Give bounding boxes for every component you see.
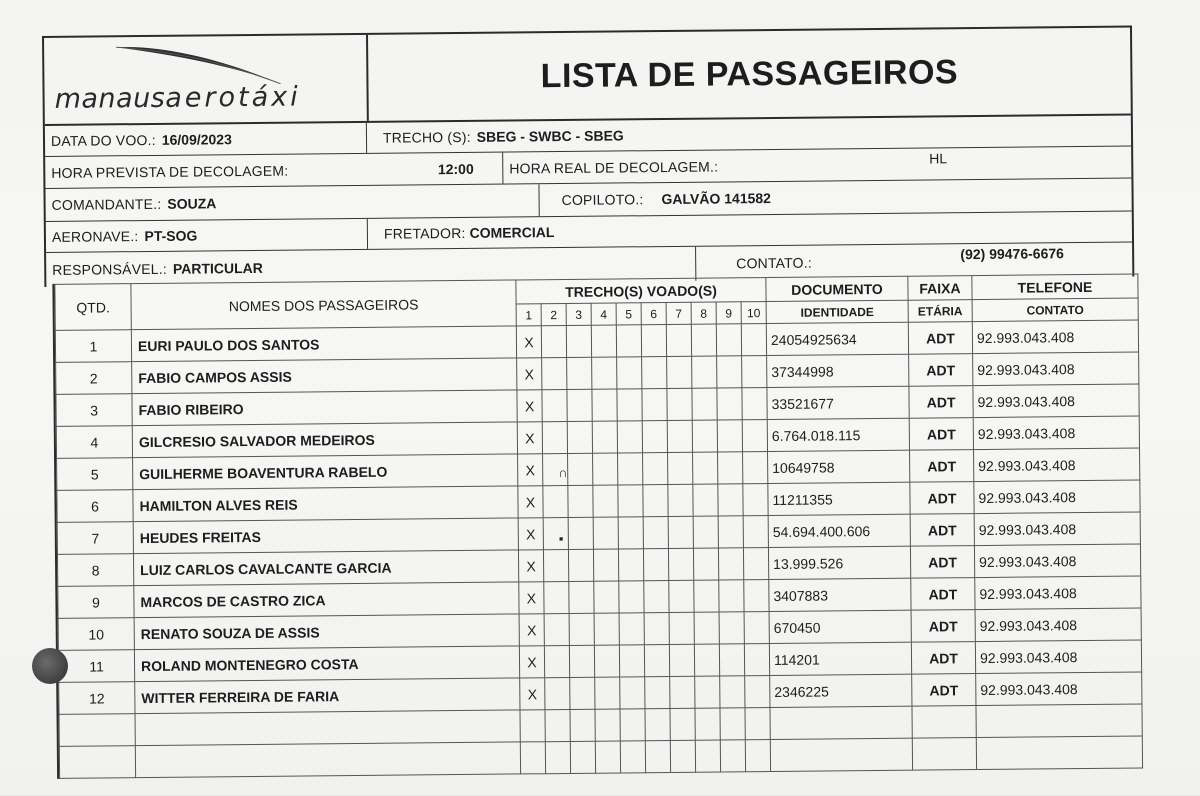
leg-10-mark [744,644,769,676]
leg-3-mark [570,677,595,709]
leg-3-mark [566,325,591,357]
document-id [770,738,912,771]
age-group: ADT [911,610,975,643]
leg-6-mark [644,645,669,677]
passenger-name: MARCOS DE CASTRO ZICA [134,582,519,618]
leg-10-mark [743,484,768,516]
leg-4-mark [594,613,619,645]
age-group: ADT [909,354,973,387]
leg-1-mark: X [516,326,541,358]
leg-9-mark [717,388,742,420]
leg-5-mark [620,709,645,741]
title-cell [368,28,1131,121]
document-id: 24054925634 [766,322,908,355]
document-id: 37344998 [767,354,909,387]
passenger-name: ROLAND MONTENEGRO COSTA [134,646,519,682]
col-nomes-header: NOMES DOS PASSAGEIROS [131,280,516,330]
age-group: ADT [910,450,974,483]
comandante-value: SOUZA [167,195,217,212]
leg-5-mark [620,741,645,773]
leg-7-mark [668,484,693,516]
leg-5-mark [618,517,643,549]
contact-phone: 92.993.043.408 [974,480,1140,514]
leg-3-mark [569,581,594,613]
leg-4-mark [593,485,618,517]
age-group: ADT [909,386,973,419]
leg-8-mark [692,356,717,388]
data-voo-field [45,123,367,156]
contact-phone: 92.993.043.408 [973,384,1139,418]
passenger-name: HEUDES FREITAS [133,518,518,554]
hora-prevista-value: 12:00 [437,160,474,177]
leg-9-mark [720,708,745,740]
data-voo-value: 16/09/2023 [161,131,232,148]
leg-8-mark [693,452,718,484]
leg-6-mark [643,485,668,517]
leg-6-mark [641,325,666,357]
passenger-table-body [55,320,1142,778]
leg-10-mark [742,420,767,452]
comandante-field [45,184,539,221]
leg-6-mark [645,677,670,709]
leg-7-mark [667,356,692,388]
leg-8-mark [693,548,718,580]
passenger-name: FABIO CAMPOS ASSIS [132,358,517,394]
responsavel-value: PARTICULAR [172,259,263,277]
responsavel-label: RESPONSÁVEL.: [52,260,167,278]
leg-6-mark [644,613,669,645]
leg-3-mark [570,709,595,741]
row-qtd: 2 [56,362,132,395]
document-id: 10649758 [768,450,910,483]
leg-10-mark [743,548,768,580]
leg-9-mark [719,580,744,612]
passenger-name: FABIO RIBEIRO [132,390,517,426]
contact-phone: 92.993.043.408 [974,448,1140,482]
form-header [42,26,1134,287]
leg-5-mark [619,581,644,613]
document-id [770,706,912,739]
logo-text-b: aerotáxi [165,81,301,114]
age-group: ADT [911,578,975,611]
row-qtd [59,746,135,779]
passenger-table-wrapper [52,274,1141,779]
fretador-value: COMERCIAL [469,224,555,241]
document-id: 33521677 [767,386,909,419]
passenger-name: GUILHERME BOAVENTURA RABELO [133,454,518,490]
leg-10-mark [745,708,770,740]
leg-7-mark [667,420,692,452]
leg-3-mark [569,613,594,645]
row-qtd: 7 [57,522,133,555]
leg-4-mark [593,453,618,485]
contact-phone: 92.993.043.408 [974,512,1140,546]
leg-4-mark [595,709,620,741]
leg-6-mark [643,453,668,485]
document-id: 13.999.526 [768,546,910,579]
leg-3-mark [570,741,595,773]
leg-2-mark [542,357,567,389]
leg-9-mark [719,612,744,644]
leg-2-mark [545,709,570,741]
aeronave-field [46,219,368,252]
leg-9-mark [718,452,743,484]
leg-4-mark [592,421,617,453]
leg-2-mark [544,613,569,645]
passenger-name [135,742,520,778]
hora-prevista-value-cell [403,153,503,185]
leg-5-mark [620,677,645,709]
passenger-name: LUIZ CARLOS CAVALCANTE GARCIA [133,550,518,586]
leg-10-mark [743,516,768,548]
leg-4-mark [592,357,617,389]
leg-8-mark [693,516,718,548]
leg-7-mark [668,516,693,548]
leg-header: 6 [641,303,666,325]
leg-3-mark [569,645,594,677]
age-group [912,738,976,771]
leg-8-mark [692,420,717,452]
leg-1-mark: X [519,614,544,646]
leg-4-mark [595,677,620,709]
leg-3-mark [568,549,593,581]
leg-10-mark [745,740,770,772]
row-qtd: 10 [58,618,134,651]
leg-3-mark [568,517,593,549]
col-tel-header-1: TELEFONE [972,274,1138,300]
leg-4-mark [594,645,619,677]
leg-9-mark [719,644,744,676]
leg-header: 9 [716,302,741,324]
document-id: 3407883 [769,578,911,611]
leg-6-mark [644,581,669,613]
age-group: ADT [911,642,975,675]
leg-5-mark [616,325,641,357]
leg-header: 4 [591,303,616,325]
leg-7-mark [670,708,695,740]
leg-8-mark [695,676,720,708]
col-doc-header-1: DOCUMENTO [766,276,908,301]
col-trechos-header: TRECHO(S) VOADO(S) [516,278,766,304]
leg-7-mark [668,452,693,484]
row-qtd: 4 [56,426,132,459]
pen-mark: ▪ [558,531,564,547]
row-qtd: 1 [55,330,131,363]
contact-phone [976,736,1142,770]
leg-9-mark [717,420,742,452]
leg-1-mark: X [518,550,543,582]
leg-4-mark [595,741,620,773]
document-id: 670450 [769,610,911,643]
leg-10-mark [741,324,766,356]
leg-4-mark [593,549,618,581]
leg-10-mark [744,612,769,644]
document-id: 114201 [769,642,911,675]
pen-mark: ∩ [558,464,568,481]
leg-6-mark [643,549,668,581]
age-group: ADT [912,674,976,707]
leg-9-mark [718,516,743,548]
leg-7-mark [670,676,695,708]
leg-4-mark [593,517,618,549]
aeronave-label: AERONAVE.: [51,228,139,245]
leg-9-mark [718,548,743,580]
passenger-table [54,273,1143,778]
leg-3-mark [568,453,593,485]
leg-10-mark [744,580,769,612]
leg-3-mark [567,357,592,389]
hora-prevista-field [45,154,403,188]
passenger-name: GILCRESIO SALVADOR MEDEIROS [132,422,517,458]
leg-6-mark [642,421,667,453]
leg-8-mark [692,388,717,420]
leg-header: 2 [541,303,566,325]
logo-wordmark [54,82,300,115]
leg-4-mark [592,389,617,421]
leg-7-mark [666,324,691,356]
leg-10-mark [743,452,768,484]
leg-3-mark [567,421,592,453]
contact-phone: 92.993.043.408 [973,352,1139,386]
row-qtd: 3 [56,394,132,427]
leg-7-mark [670,740,695,772]
row-qtd [59,714,135,747]
leg-5-mark [617,421,642,453]
leg-9-mark [720,740,745,772]
contato-value: (92) 99476-6676 [960,245,1064,263]
leg-header: 10 [741,302,766,324]
leg-8-mark [695,708,720,740]
leg-10-mark [742,356,767,388]
trecho-value: SBEG - SWBC - SBEG [476,127,624,145]
title-row [44,28,1131,126]
logo-text-a: manaus [54,82,166,115]
leg-1-mark: X [517,358,542,390]
leg-3-mark [567,389,592,421]
age-group: ADT [910,546,974,579]
leg-1-mark [520,710,545,742]
col-faixa-header-2: ETÁRIA [908,300,972,323]
leg-5-mark [619,613,644,645]
leg-1-mark: X [519,646,544,678]
col-faixa-header-1: FAIXA [908,276,972,301]
leg-10-mark [742,388,767,420]
copiloto-value: GALVÃO 141582 [661,190,772,208]
leg-2-mark [545,741,570,773]
comandante-label: COMANDANTE.: [51,195,162,213]
data-voo-label: DATA DO VOO.: [50,131,156,149]
binder-hole [32,648,68,684]
document-id: 6.764.018.115 [767,418,909,451]
col-doc-header-2: IDENTIDADE [766,300,908,323]
age-group [912,706,976,739]
col-qtd-header: QTD. [55,284,131,331]
document-id: 11211355 [768,482,910,515]
page-title: LISTA DE PASSAGEIROS [540,52,959,95]
document-id: 2346225 [770,674,912,707]
leg-2-mark [542,389,567,421]
leg-9-mark [718,484,743,516]
leg-10-mark [745,676,770,708]
passenger-name: WITTER FERREIRA DE FARIA [135,678,520,714]
age-group: ADT [910,482,974,515]
document-id: 54.694.400.606 [768,514,910,547]
leg-2-mark [541,325,566,357]
copiloto-label: COPILOTO.: [561,191,644,209]
passenger-name: EURI PAULO DOS SANTOS [131,326,516,362]
contact-phone [976,704,1142,738]
contact-phone: 92.993.043.408 [973,416,1139,450]
contact-phone: 92.993.043.408 [974,544,1140,578]
leg-7-mark [669,612,694,644]
contact-phone: 92.993.043.408 [975,576,1141,610]
fretador-label: FRETADOR: [383,224,466,242]
leg-9-mark [716,324,741,356]
leg-3-mark [568,485,593,517]
leg-1-mark: X [518,486,543,518]
leg-8-mark [694,644,719,676]
hora-real-value: HL [929,150,948,167]
leg-header: 1 [516,304,541,326]
contact-phone: 92.993.043.408 [972,320,1138,354]
leg-4-mark [594,581,619,613]
leg-1-mark [520,742,545,774]
leg-5-mark [619,645,644,677]
row-qtd: 11 [58,650,134,683]
age-group: ADT [910,514,974,547]
passenger-list-form [42,26,1139,796]
contact-phone: 92.993.043.408 [976,672,1142,706]
leg-2-mark [545,677,570,709]
leg-header: 5 [616,303,641,325]
leg-1-mark: X [517,390,542,422]
hora-real-label: HORA REAL DE DECOLAGEM.: [509,158,719,177]
leg-1-mark: X [519,582,544,614]
leg-2-mark [544,581,569,613]
leg-9-mark [720,676,745,708]
company-logo [44,35,369,124]
leg-8-mark [693,484,718,516]
leg-1-mark: X [518,518,543,550]
leg-2-mark [543,485,568,517]
leg-6-mark [645,709,670,741]
leg-2-mark [543,549,568,581]
leg-2-mark [542,421,567,453]
leg-header: 7 [666,302,691,324]
leg-4-mark [591,325,616,357]
leg-7-mark [669,644,694,676]
leg-6-mark [642,389,667,421]
age-group: ADT [909,418,973,451]
leg-6-mark [643,517,668,549]
leg-2-mark [543,517,568,549]
leg-1-mark: X [517,422,542,454]
row-qtd: 5 [57,458,133,491]
leg-7-mark [669,580,694,612]
row-qtd: 12 [59,682,135,715]
passenger-name: RENATO SOUZA DE ASSIS [134,614,519,650]
leg-5-mark [618,453,643,485]
leg-8-mark [694,580,719,612]
leg-1-mark: X [520,678,545,710]
copiloto-field [539,179,1131,217]
aeronave-value: PT-SOG [144,227,198,245]
leg-8-mark [691,324,716,356]
row-qtd: 9 [58,586,134,619]
leg-6-mark [645,741,670,773]
leg-7-mark [668,548,693,580]
leg-8-mark [695,740,720,772]
leg-2-mark [544,645,569,677]
hora-real-value-cell [923,147,1131,180]
passenger-name: HAMILTON ALVES REIS [133,486,518,522]
contact-phone: 92.993.043.408 [975,608,1141,642]
contact-phone: 92.993.043.408 [975,640,1141,674]
leg-header: 8 [691,302,716,324]
leg-7-mark [667,388,692,420]
row-qtd: 6 [57,490,133,523]
col-tel-header-2: CONTATO [972,298,1138,322]
hora-real-field [503,149,923,184]
row-qtd: 8 [57,554,133,587]
leg-1-mark: X [518,454,543,486]
trecho-label: TRECHO (S): [382,128,471,146]
leg-5-mark [617,389,642,421]
age-group: ADT [908,322,972,355]
leg-9-mark [717,356,742,388]
leg-header: 3 [566,303,591,325]
leg-5-mark [618,485,643,517]
contato-label: CONTATO.: [736,254,812,272]
hora-prevista-label: HORA PREVISTA DE DECOLAGEM: [51,162,289,181]
passenger-name [135,710,520,746]
leg-8-mark [694,612,719,644]
leg-5-mark [618,549,643,581]
leg-5-mark [617,357,642,389]
leg-6-mark [642,357,667,389]
